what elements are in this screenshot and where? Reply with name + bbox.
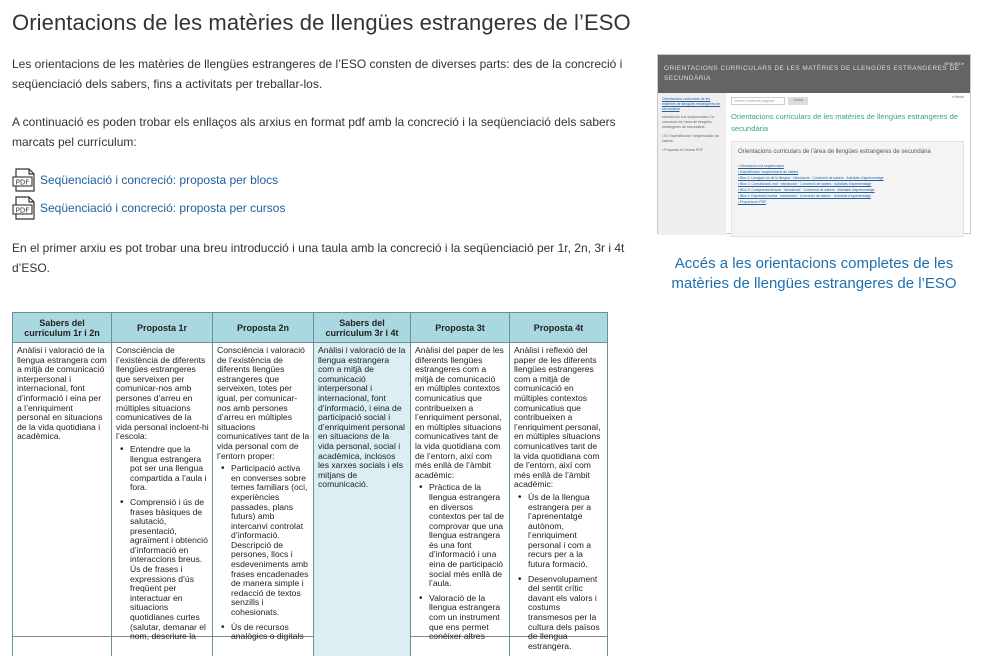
thumbnail-title: Orientacions curriculars de les matèries de llengües estrangeres de secundària [731,111,964,135]
thumbnail-box-line: • Especificació i seqüenciació de sabers [738,170,957,171]
pdf-links-list [12,166,632,222]
thumbnail-sidebar [658,93,726,235]
main-content [12,54,632,296]
thumbnail-box-line: • Bloc 1: Llengua i ús de la llengua · Introducció · Concreció de sabers · Activitats d’aprenentatge [738,176,957,177]
sabers-table [12,312,608,656]
thumbnail-main [731,93,966,235]
table-cell: Anàlisi i valoració de la llengua estrangera com a mitjà de comunicació interpersonal i internacional, font d’informació i eina per a l’enriquiment personal en situacions de la vida quotidiana i acadèmica. [13,343,112,656]
pdf-link-cursos-label[interactable]: Seqüenciació i concreció: proposta per cursos [40,201,285,215]
intro-paragraph-3: En el primer arxiu es pot trobar una breu introducció i una taula amb la concreció i la seqüenciació per 1r, 2n, 3r i 4t d’ESO. [12,238,632,278]
table-row [13,343,608,656]
table-header-proposta-1: Proposta 1r [112,313,213,343]
table-header-proposta-2: Proposta 2n [213,313,314,343]
table-cell: Consciència i valoració de l’existència de diferents llengües estrangeres que serveixen, totes per igual, per comunicar-nos amb persones d’arreu en múltiples situacions comunicatives tant de la vida personal com de l’entorn proper: • Participació activa en converses sobre temes familiars (oci, experiències passades, plans futurs) amb intercanvi controlat d’informació. Descripció de persones, llocs i esdeveniments amb frases encadenades de manera simple i redacció de textos senzills i cohesionats. • Ús de recursos analògics o digitals [213,343,314,656]
thumbnail-sidebar-text: Introducció a la seqüenciació i la concreció de l’àrea de llengües estrangeres de secundària [662,115,722,130]
table-cell: Anàlisi i valoració de la llengua estrangera com a mitjà de comunicació interpersonal i internacional, font d’informació, i eina de participació social i d’enriquiment personal en situacions de la vida personal, social i acadèmica, inclosos les xarxes socials i els mitjans de comunicació. [314,343,411,656]
thumbnail-sidebar-text: • Proposta en format PDF [662,148,722,153]
thumbnail-box-line: • Bloc 2: Comunicació oral · Introducció · Concreció de sabers · Activitats d’aprenentatge [738,182,957,183]
table-header-proposta-3: Proposta 3t [411,313,510,343]
table-header-sabers-3-4: Sabers del currículum 3r i 4t [314,313,411,343]
thumbnail-box-title: Orientacions curriculars de l’àrea de llengües estrangeres de secundària [738,147,957,158]
sabers-table-image [12,312,607,637]
table-cell: Anàlisi i reflexió del paper de les diferents llengües estrangeres com a mitjà de comunicació en múltiples contextos comunicatius que contribueixen a l’enriquiment personal, en múltiples situacions comunicatives tant de la vida quotidiana com de l’entorn, així com més enllà de l’àmbit acadèmic: • Ús de la llengua estrangera per a l’aprenentatge autònom, l’enriquiment personal i com a recurs per a la futura formació. • Desenvolupament del sentit crític davant els valors i costums transmesos per la cultura dels països de llengua estrangera. [510,343,608,656]
pdf-link-cursos[interactable] [12,194,632,222]
thumbnail-search-button: Cerca [788,97,808,105]
svg-text:PDF: PDF [16,206,30,214]
thumbnail-header-right: Segueix ▸ [944,59,964,69]
thumbnail-menu: ≡ Menú [952,95,964,99]
thumbnail-box-line: • Bloc 4: Expressió escrita · Introducció · Concreció de sabers · Activitats d’aprenentatge [738,194,957,195]
thumbnail-box-line: • Bloc 3: Comprensió lectora · Introducció · Concreció de sabers · Activitats d’aprenentatge [738,188,957,189]
intro-paragraph-1: Les orientacions de les matèries de llengües estrangeres de l’ESO consten de diverses parts: des de la concreció i seqüenciació dels sabers, fins a activitats per treballar-los. [12,54,632,94]
thumbnail-sidebar-text: • El: Especificació i seqüenciació de sabers [662,134,722,144]
thumbnail-sidebar-link: Orientacions curriculars de les matèries de llengües estrangeres de secundària [662,97,722,112]
table-header-proposta-4: Proposta 4t [510,313,608,343]
thumbnail-header: ORIENTACIONS CURRICULARS DE LES MATÈRIES DE LLENGÜES ESTRANGERES DE SECUNDÀRIA Segueix ▸ [658,55,970,93]
orientacions-completes-link[interactable]: Accés a les orientacions completes de les matèries de llengües estrangeres de l’ESO [657,254,971,294]
intro-paragraph-2: A continuació es poden trobar els enllaços als arxius en format pdf amb la concreció i la seqüenciació dels sabers marcats pel currículum: [12,112,632,152]
thumbnail-box-line: • Introducció a la seqüenciació [738,164,957,165]
thumbnail-content-box [731,141,964,237]
orientacions-site-thumbnail[interactable] [657,54,971,234]
pdf-icon [12,168,38,192]
pdf-link-blocs-label[interactable]: Seqüenciació i concreció: proposta per blocs [40,173,278,187]
page-title: Orientacions de les matèries de llengües estrangeres de l’ESO [12,10,631,36]
thumbnail-search-input: Cerca a totes les pàgines [731,97,785,105]
pdf-link-blocs[interactable] [12,166,632,194]
thumbnail-box-line: • Proposta en PDF [738,200,957,201]
svg-text:PDF: PDF [16,178,30,186]
table-cell: Consciència de l’existència de diferents llengües estrangeres que serveixen per comunicar-nos amb persones d’arreu en múltiples situacions comunicatives de la vida personal incloent-hi l’escola: • Entendre que la llengua estrangera pot ser una llengua compartida a l’aula i fora. • Comprensió i ús de frases bàsiques de salutació, presentació, agraïment i obtenció d’informació en interaccions breus. Ús de frases i expressions d’ús freqüent per interactuar en situacions quotidianes curtes (salutar, demanar el nom, descriure la [112,343,213,656]
table-header-sabers-1-2: Sabers del currículum 1r i 2n [13,313,112,343]
pdf-icon [12,196,38,220]
table-cell: Anàlisi del paper de les diferents llengües estrangeres com a mitjà de comunicació en múltiples contextos comunicatius que contribueixen a l’enriquiment personal, en múltiples situacions comunicatives tant de la vida quotidiana com de l’entorn, així com més enllà de l’àmbit acadèmic: • Pràctica de la llengua estrangera en diversos contextos per tal de comprovar que una llengua estrangera és una font d’informació i una eina de participació social més enllà de l’aula. • Valoració de la llengua estrangera com un instrument que ens permet conèixer altres [411,343,510,656]
